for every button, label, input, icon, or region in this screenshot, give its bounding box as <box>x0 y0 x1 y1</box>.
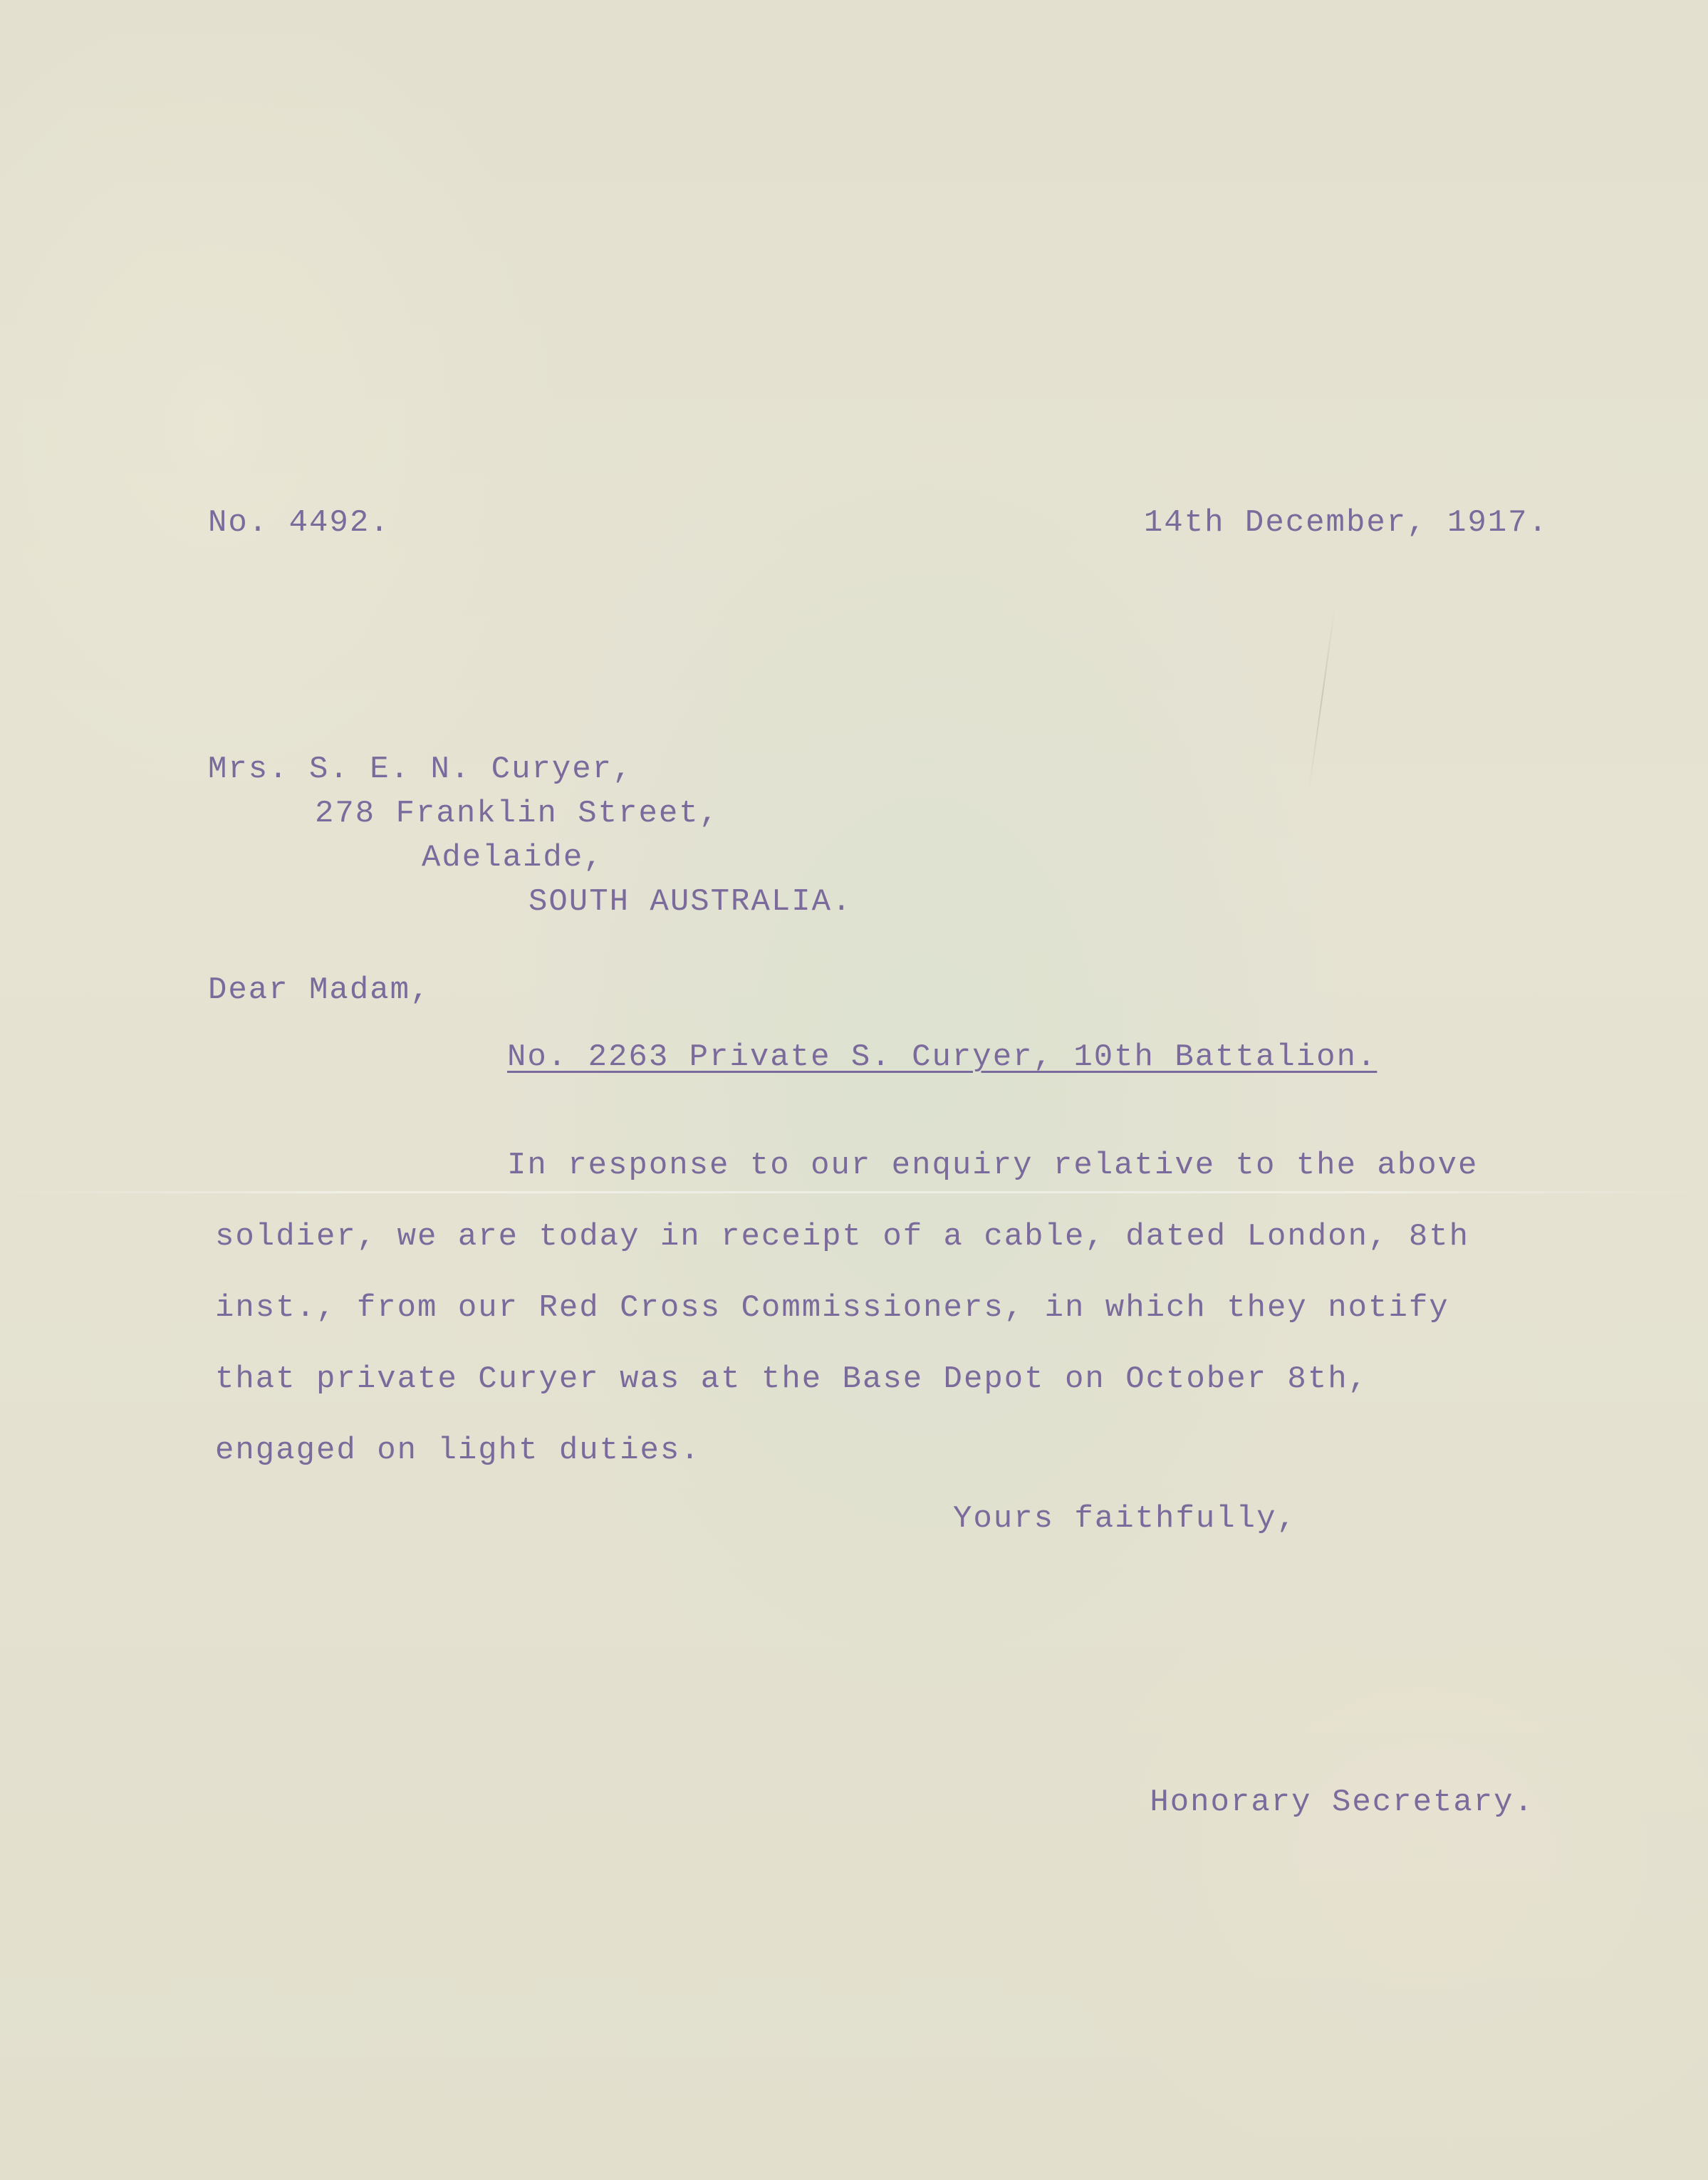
reference-number: No. 4492. <box>208 505 390 541</box>
recipient-name: Mrs. S. E. N. Curyer, <box>208 752 633 787</box>
body-line-5: engaged on light duties. <box>215 1433 701 1468</box>
letter-date: 14th December, 1917. <box>1143 505 1548 541</box>
closing: Yours faithfully, <box>953 1501 1297 1537</box>
paper-fold <box>0 1191 1708 1193</box>
recipient-city: Adelaide, <box>422 840 604 876</box>
salutation: Dear Madam, <box>208 972 431 1008</box>
body-line-4: that private Curyer was at the Base Depot on October 8th, <box>215 1361 1369 1397</box>
subject-line: No. 2263 Private S. Curyer, 10th Battalion. <box>507 1039 1378 1075</box>
paper-crease <box>1308 606 1335 790</box>
recipient-street: 278 Franklin Street, <box>315 796 720 831</box>
signatory: Honorary Secretary. <box>1150 1785 1534 1820</box>
recipient-state: SOUTH AUSTRALIA. <box>528 884 853 920</box>
body-line-3: inst., from our Red Cross Commissioners, in which they notify <box>215 1290 1449 1326</box>
body-line-1: In response to our enquiry relative to the above <box>507 1148 1479 1183</box>
body-line-2: soldier, we are today in receipt of a cable, dated London, 8th <box>215 1219 1470 1255</box>
